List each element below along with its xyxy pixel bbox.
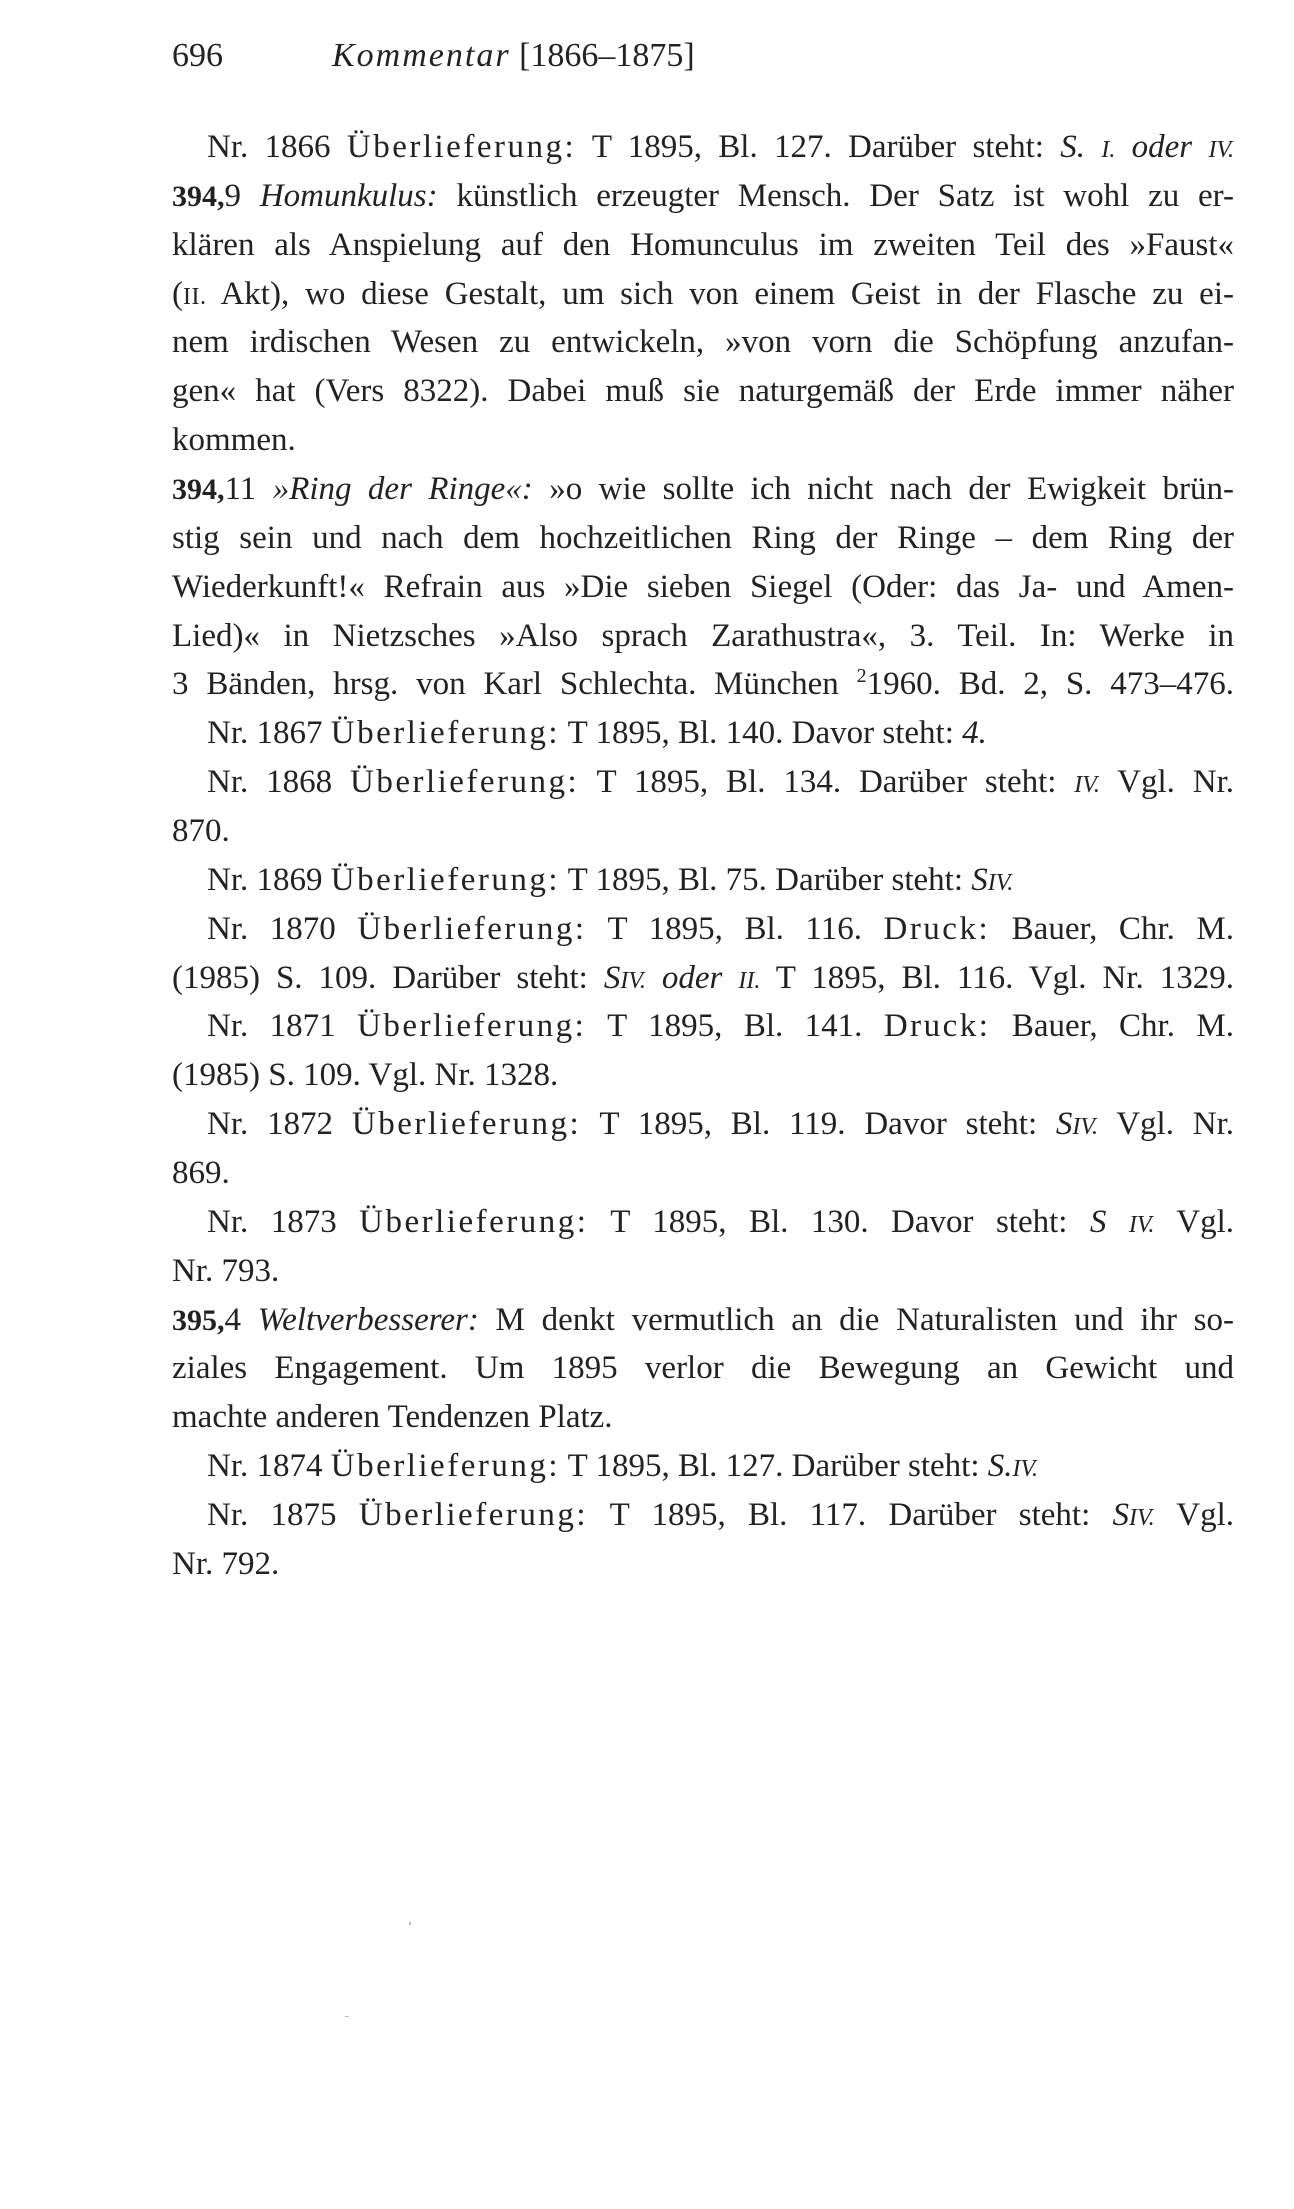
spaced-label: Überlieferung: [330,1448,560,1485]
italic-text: S [1089,1203,1129,1240]
running-head [172,36,1234,76]
text-run: Vgl. [1154,1497,1234,1534]
text-line [172,465,1234,514]
text-run: machte anderen Tendenzen Platz. [172,1399,613,1436]
text-run: ziales Engagement. Um 1895 verlor die Bewegung an Gewicht und [172,1350,1234,1387]
text-line [172,954,1234,1003]
italic-small-caps-text: IV. [1208,137,1234,163]
entry-line [172,709,1234,758]
running-title-range: [1866–1875] [519,37,695,74]
text-line [172,1344,1234,1393]
text-run: künstlich erzeugter Mensch. Der Satz ist wohl zu er- [437,177,1234,214]
small-caps-text: II. [183,283,207,310]
text-run: 11 [224,471,273,508]
text-run: Nr. 793. [172,1252,280,1289]
text-run: Lied)« in Nietzsches »Also sprach Zarathustra«, 3. Teil. In: Werke in [172,617,1234,654]
text-line [172,1540,1234,1589]
text-line [172,1051,1234,1100]
text-run: T 1895, Bl. 130. Davor steht: [588,1203,1090,1240]
italic-small-caps-text: IV. [620,967,646,994]
italic-text: oder [645,959,739,996]
text-run: T 1895, Bl. 116. Vgl. Nr. 1329. [760,959,1234,996]
lemma-reference: 394, [172,473,225,507]
italic-small-caps-text: I. [1101,137,1116,163]
text-run: Nr. 1869 [207,861,331,898]
text-line [172,1149,1234,1198]
italic-text: S. [987,1448,1013,1485]
text-line [172,221,1234,270]
text-run: 869. [172,1155,230,1192]
text-run: kommen. [172,422,296,459]
italic-small-caps-text: II. [738,967,761,994]
text-run: »o wie sollte ich nicht nach der Ewigkeit brün- [532,471,1234,508]
text-run: 870. [172,813,230,850]
text-run: Vgl. Nr. [1097,1106,1234,1143]
spaced-label: Überlieferung: [349,764,580,801]
italic-small-caps-text: IV. [1072,1114,1098,1141]
text-line [172,612,1234,661]
text-line [172,367,1234,416]
commentary-body [172,123,1234,1589]
text-line [172,1296,1234,1345]
entry-line [172,1198,1234,1247]
text-line [172,1247,1234,1296]
running-title: Kommentar [332,37,511,74]
text-run: T 1895, Bl. 127. Darüber steht: [576,129,1061,165]
text-run: Nr. 1870 [207,910,358,947]
scan-speck [345,2016,349,2017]
text-run: T 1895, Bl. 116. [586,910,884,947]
text-run: nem irdischen Wesen zu entwickeln, »von vorn die Schöpfung anzufan- [172,324,1234,361]
italic-text: S. [1060,129,1102,165]
text-run: Vgl. Nr. [1099,764,1234,801]
text-run: gen« hat (Vers 8322). Dabei muß sie naturgemäß der Erde immer näher [172,373,1234,410]
entry-line [172,758,1234,807]
text-run: 4 [224,1301,258,1338]
spaced-label: Überlieferung: [351,1106,582,1143]
text-run: 3 Bänden, hrsg. von Karl Schlechta. München [172,666,857,703]
lemma-reference: 394, [172,179,225,213]
entry-line [172,1491,1234,1540]
entry-line [172,856,1234,905]
italic-text: »Ring der Ringe«: [272,471,533,508]
entry-line [172,905,1234,954]
text-run: Nr. 1874 [207,1448,331,1485]
text-run: Nr. 1867 [207,715,331,752]
text-run: Bauer, Chr. M. [990,910,1234,947]
text-run: klären als Anspielung auf den Homunculus im zweiten Teil des »Faust« [172,226,1234,263]
text-line [172,514,1234,563]
spaced-label: Überlieferung: [357,910,587,947]
text-run: (1985) S. 109. Vgl. Nr. 1328. [172,1057,559,1094]
text-run: Wiederkunft!« Refrain aus »Die sieben Siegel (Oder: das Ja- und Amen- [172,568,1234,605]
text-run: T 1895, Bl. 75. Darüber steht: [560,861,972,898]
spaced-label: Druck: [883,910,991,947]
italic-text: S [1055,1106,1073,1143]
text-run: stig sein und nach dem hochzeitlichen Ring der Ringe – dem Ring der [172,519,1234,556]
text-run: Vgl. [1154,1203,1234,1240]
text-line [172,172,1234,221]
text-line [172,563,1234,612]
text-run: Nr. 1873 [207,1203,360,1240]
text-line [172,660,1234,709]
text-run: ( [172,275,183,312]
text-run: Akt), wo diese Gestalt, um sich von einem Geist in der Flasche zu ei- [206,275,1234,312]
scan-speck [409,1922,411,1925]
italic-small-caps-text: IV. [987,869,1014,896]
text-run: 1960. Bd. 2, S. 473–476. [866,666,1234,703]
text-run: T 1895, Bl. 134. Darüber steht: [579,764,1075,801]
text-line [172,807,1234,856]
text-run: M denkt vermutlich an die Naturalisten und ihr so- [478,1301,1234,1338]
entry-line [172,1100,1234,1149]
italic-text: S [1112,1497,1130,1534]
text-run: (1985) S. 109. Darüber steht: [172,959,604,996]
text-run: T 1895, Bl. 127. Darüber steht: [560,1448,988,1485]
text-run: Nr. 792. [172,1545,280,1582]
italic-text: S [603,959,621,996]
text-run: T 1895, Bl. 141. [586,1008,884,1045]
text-run: T 1895, Bl. 117. Darüber steht: [588,1497,1113,1534]
text-run: T 1895, Bl. 119. Davor steht: [581,1106,1056,1143]
page-number: 696 [172,37,223,74]
text-run: Nr. 1871 [207,1008,358,1045]
text-run: T 1895, Bl. 140. Davor steht: [560,715,963,752]
italic-small-caps-text: IV. [1074,772,1100,799]
text-run: Nr. 1866 [207,129,347,165]
entry-line [172,123,1234,172]
spaced-label: Überlieferung: [330,715,560,752]
text-line [172,318,1234,367]
italic-text: S [971,861,988,898]
entry-line [172,1002,1234,1051]
text-run: Nr. 1875 [207,1497,359,1534]
text-run: Nr. 1872 [207,1106,352,1143]
entry-line [172,1442,1234,1491]
spaced-label: Druck: [883,1008,991,1045]
text-line [172,270,1234,319]
spaced-label: Überlieferung: [330,861,560,898]
italic-text: Weltverbesserer: [257,1301,479,1338]
text-run: Bauer, Chr. M. [990,1008,1234,1045]
text-run: Nr. 1868 [207,764,350,801]
italic-small-caps-text: IV. [1012,1456,1039,1483]
italic-small-caps-text: IV. [1128,1211,1155,1238]
spaced-label: Überlieferung: [357,1008,587,1045]
superscript-edition: 2 [856,665,867,688]
text-run: 9 [224,177,260,214]
italic-text: Homunkulus: [259,177,438,214]
italic-text: oder [1115,129,1209,165]
spaced-label: Überlieferung: [346,129,577,165]
text-line [172,1393,1234,1442]
lemma-reference: 395, [172,1303,225,1337]
italic-small-caps-text: IV. [1129,1505,1155,1532]
spaced-label: Überlieferung: [358,1497,588,1534]
text-line [172,416,1234,465]
italic-text: 4. [962,715,987,752]
spaced-label: Überlieferung: [359,1203,589,1240]
